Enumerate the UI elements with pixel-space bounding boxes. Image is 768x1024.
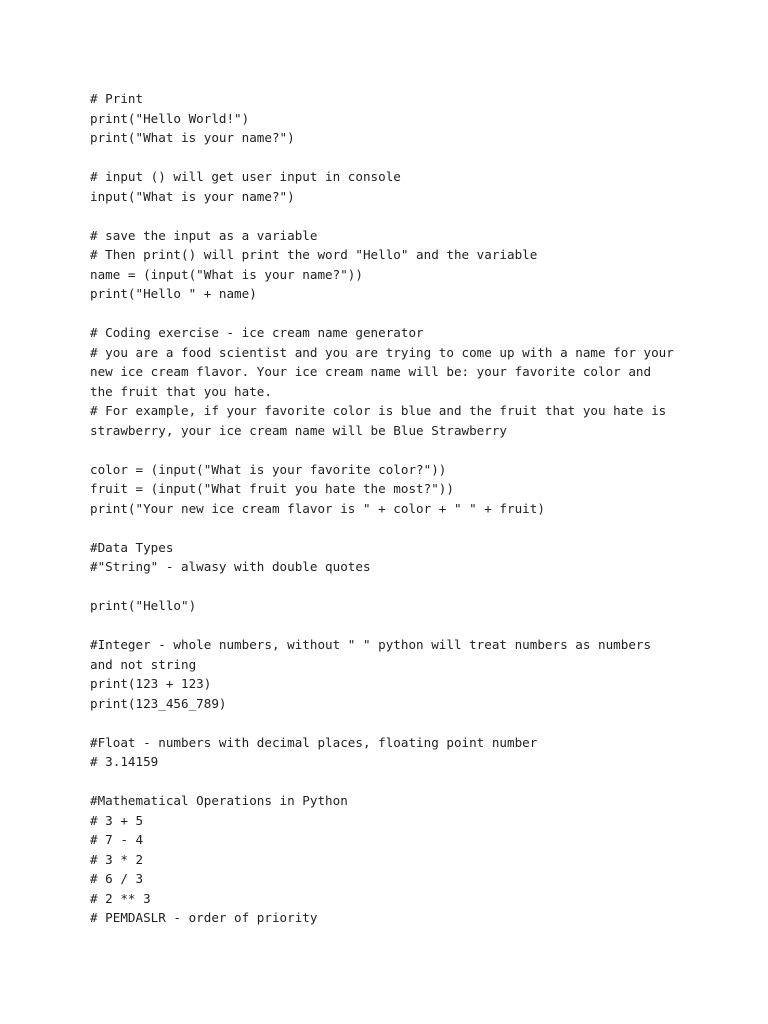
code-line: # save the input as a variable [90,227,318,243]
code-line: # For example, if your favorite color is blue and the fruit that you hate is [90,403,667,418]
blank-line [90,713,690,733]
blank-line [90,206,690,226]
code-line: print(123_456_789) [90,695,227,711]
blank-line [90,304,690,324]
blank-line [90,148,690,168]
code-line: # input () will get user input in console [90,169,401,184]
code-line: print("Hello") [90,598,197,613]
blank-line [90,772,690,792]
blank-line [90,440,690,460]
blank-line [90,616,690,636]
code-line: fruit = (input("What fruit you hate the most?")) [90,481,454,496]
code-line: print("What is your name?") [90,130,295,145]
code-line: # Coding exercise - ice cream name generator [90,325,424,340]
code-line: print("Your new ice cream flavor is " + color + " " + fruit) [90,500,545,516]
code-line: new ice cream flavor. Your ice cream name will be: your favorite color and [90,364,652,379]
code-line: print("Hello World!") [90,110,250,126]
code-line: # you are a food scientist and you are trying to come up with a name for your [90,344,674,360]
code-line: print("Hello " + name) [90,286,257,301]
code-line: #"String" - alwasy with double quotes [90,559,371,574]
code-line: # 6 / 3 [90,871,144,886]
code-line: # 3.14159 [90,754,159,769]
blank-line [90,518,690,538]
code-line: # PEMDASLR - order of priority [90,910,318,925]
code-line: # 7 - 4 [90,832,144,847]
code-line: print(123 + 123) [90,676,212,691]
blank-line [90,577,690,597]
code-line: # Then print() will print the word "Hello" and the variable [90,247,538,262]
code-line: #Data Types [90,539,174,555]
code-line: # 2 ** 3 [90,890,151,906]
code-text-block [90,89,690,928]
code-line: #Float - numbers with decimal places, floating point number [90,734,538,750]
code-line: the fruit that you hate. [90,383,272,399]
code-line: input("What is your name?") [90,188,295,204]
code-line: #Mathematical Operations in Python [90,793,348,808]
code-line: and not string [90,656,197,672]
code-line: color = (input("What is your favorite color?")) [90,461,447,477]
code-line: #Integer - whole numbers, without " " python will treat numbers as numbers [90,637,652,652]
code-line: strawberry, your ice cream name will be Blue Strawberry [90,422,508,438]
code-line: # 3 + 5 [90,812,144,828]
code-line: # Print [90,91,144,106]
code-line: name = (input("What is your name?")) [90,266,363,282]
code-line: # 3 * 2 [90,851,144,867]
